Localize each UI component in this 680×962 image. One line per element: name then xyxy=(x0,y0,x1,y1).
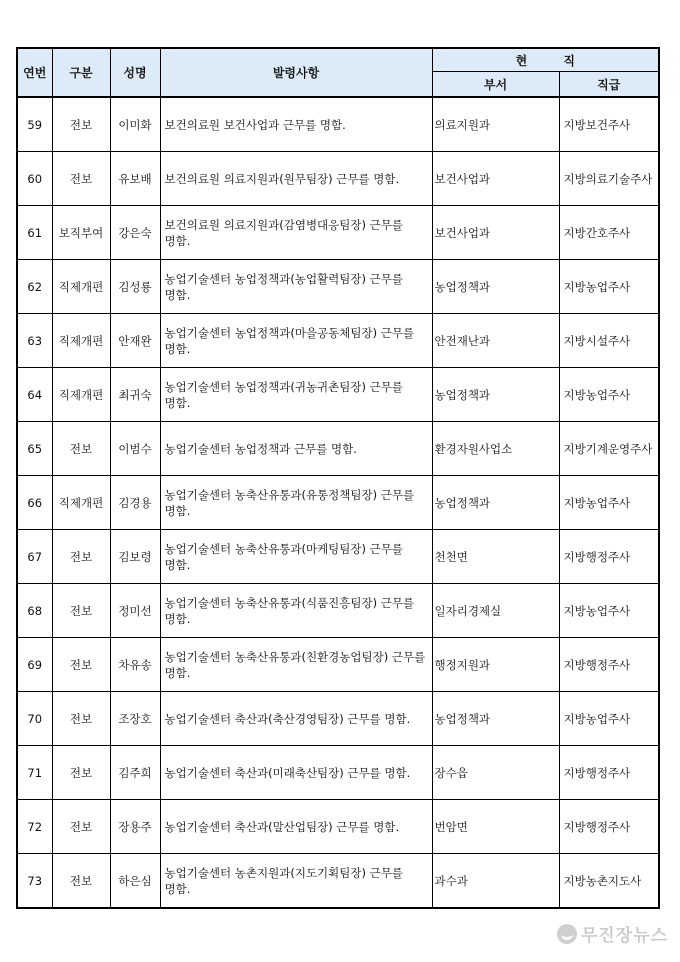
cell-order-note: 농업기술센터 농축산유통과(식품진흥팀장) 근무를 명함. xyxy=(160,584,432,638)
cell-name: 강은숙 xyxy=(110,206,160,260)
cell-dept: 안전재난과 xyxy=(432,314,559,368)
cell-rank: 지방행정주사 xyxy=(559,746,659,800)
watermark-text: 무진장뉴스 xyxy=(580,926,668,946)
header-current-position: 현 직 xyxy=(432,48,659,72)
cell-rank: 지방농업주사 xyxy=(559,692,659,746)
cell-type: 전보 xyxy=(52,584,110,638)
cell-rank: 지방농업주사 xyxy=(559,476,659,530)
cell-no: 71 xyxy=(17,746,52,800)
cell-name: 정미선 xyxy=(110,584,160,638)
cell-rank: 지방농업주사 xyxy=(559,368,659,422)
cell-type: 직제개편 xyxy=(52,368,110,422)
cell-no: 59 xyxy=(17,97,52,152)
cell-no: 66 xyxy=(17,476,52,530)
cell-dept: 농업정책과 xyxy=(432,260,559,314)
news-watermark xyxy=(557,921,668,946)
cell-no: 63 xyxy=(17,314,52,368)
cell-dept: 과수과 xyxy=(432,854,559,909)
table-row xyxy=(17,746,659,800)
table-row xyxy=(17,314,659,368)
cell-order-note: 농업기술센터 농업정책과(마을공동체팀장) 근무를 명함. xyxy=(160,314,432,368)
table-row xyxy=(17,152,659,206)
cell-order-note: 보건의료원 의료지원과(원무팀장) 근무를 명함. xyxy=(160,152,432,206)
table-row xyxy=(17,476,659,530)
personnel-order-table xyxy=(16,47,660,909)
cell-no: 69 xyxy=(17,638,52,692)
cell-name: 김성룡 xyxy=(110,260,160,314)
table-row xyxy=(17,260,659,314)
cell-order-note: 농업기술센터 농업정책과(농업활력팀장) 근무를 명함. xyxy=(160,260,432,314)
cell-dept: 장수읍 xyxy=(432,746,559,800)
table-row xyxy=(17,854,659,909)
header-no: 연번 xyxy=(17,48,52,97)
cell-type: 전보 xyxy=(52,692,110,746)
cell-type: 전보 xyxy=(52,854,110,909)
cell-dept: 농업정책과 xyxy=(432,692,559,746)
cell-type: 전보 xyxy=(52,152,110,206)
cell-order-note: 농업기술센터 농축산유통과(유통정책팀장) 근무를 명함. xyxy=(160,476,432,530)
cell-rank: 지방행정주사 xyxy=(559,800,659,854)
cell-order-note: 보건의료원 보건사업과 근무를 명함. xyxy=(160,97,432,152)
cell-type: 전보 xyxy=(52,530,110,584)
header-name: 성명 xyxy=(110,48,160,97)
cell-name: 하은심 xyxy=(110,854,160,909)
cell-rank: 지방의료기술주사 xyxy=(559,152,659,206)
cell-name: 안재완 xyxy=(110,314,160,368)
cell-rank: 지방농업주사 xyxy=(559,260,659,314)
cell-no: 60 xyxy=(17,152,52,206)
cell-name: 유보배 xyxy=(110,152,160,206)
cell-rank: 지방간호주사 xyxy=(559,206,659,260)
table-row xyxy=(17,530,659,584)
cell-name: 이범수 xyxy=(110,422,160,476)
cell-order-note: 농업기술센터 농축산유통과(친환경농업팀장) 근무를 명함. xyxy=(160,638,432,692)
cell-type: 전보 xyxy=(52,97,110,152)
header-note: 발령사항 xyxy=(160,48,432,97)
cell-order-note: 농업기술센터 축산과(말산업팀장) 근무를 명함. xyxy=(160,800,432,854)
cell-type: 보직부여 xyxy=(52,206,110,260)
cell-order-note: 농업기술센터 농업정책과(귀농귀촌팀장) 근무를 명함. xyxy=(160,368,432,422)
cell-rank: 지방농업주사 xyxy=(559,584,659,638)
cell-name: 차유송 xyxy=(110,638,160,692)
cell-type: 전보 xyxy=(52,800,110,854)
cell-no: 72 xyxy=(17,800,52,854)
cell-rank: 지방행정주사 xyxy=(559,638,659,692)
cell-type: 전보 xyxy=(52,638,110,692)
personnel-order-sheet xyxy=(16,47,658,909)
table-row xyxy=(17,422,659,476)
cell-dept: 행정지원과 xyxy=(432,638,559,692)
cell-type: 직제개편 xyxy=(52,476,110,530)
cell-no: 70 xyxy=(17,692,52,746)
cell-rank: 지방농촌지도사 xyxy=(559,854,659,909)
cell-name: 조장호 xyxy=(110,692,160,746)
table-row xyxy=(17,368,659,422)
cell-order-note: 농업기술센터 축산과(미래축산팀장) 근무를 명함. xyxy=(160,746,432,800)
header-type: 구분 xyxy=(52,48,110,97)
table-header xyxy=(17,48,659,97)
cell-no: 61 xyxy=(17,206,52,260)
cell-order-note: 보건의료원 의료지원과(감염병대응팀장) 근무를 명함. xyxy=(160,206,432,260)
cell-name: 최귀숙 xyxy=(110,368,160,422)
cell-no: 68 xyxy=(17,584,52,638)
table-body xyxy=(17,97,659,908)
cell-dept: 농업정책과 xyxy=(432,476,559,530)
cell-dept: 일자리경제실 xyxy=(432,584,559,638)
table-row xyxy=(17,692,659,746)
table-row xyxy=(17,800,659,854)
cell-name: 김주희 xyxy=(110,746,160,800)
cell-order-note: 농업기술센터 농촌지원과(지도기획팀장) 근무를 명함. xyxy=(160,854,432,909)
cell-dept: 의료지원과 xyxy=(432,97,559,152)
cell-order-note: 농업기술센터 축산과(축산경영팀장) 근무를 명함. xyxy=(160,692,432,746)
table-row xyxy=(17,584,659,638)
cell-dept: 천천면 xyxy=(432,530,559,584)
cell-no: 65 xyxy=(17,422,52,476)
table-row xyxy=(17,206,659,260)
cell-rank: 지방기계운영주사 xyxy=(559,422,659,476)
cell-no: 64 xyxy=(17,368,52,422)
cell-order-note: 농업기술센터 농축산유통과(마케팅팀장) 근무를 명함. xyxy=(160,530,432,584)
header-rank: 직급 xyxy=(559,72,659,98)
cell-dept: 환경자원사업소 xyxy=(432,422,559,476)
cell-dept: 농업정책과 xyxy=(432,368,559,422)
cell-no: 73 xyxy=(17,854,52,909)
cell-rank: 지방행정주사 xyxy=(559,530,659,584)
cell-type: 직제개편 xyxy=(52,260,110,314)
cell-no: 67 xyxy=(17,530,52,584)
cell-dept: 보건사업과 xyxy=(432,206,559,260)
cell-dept: 번암면 xyxy=(432,800,559,854)
cell-order-note: 농업기술센터 농업정책과 근무를 명함. xyxy=(160,422,432,476)
cell-name: 장용주 xyxy=(110,800,160,854)
cell-name: 김보령 xyxy=(110,530,160,584)
cell-type: 전보 xyxy=(52,422,110,476)
cell-type: 직제개편 xyxy=(52,314,110,368)
cell-dept: 보건사업과 xyxy=(432,152,559,206)
cell-rank: 지방시설주사 xyxy=(559,314,659,368)
news-logo-icon xyxy=(557,924,577,944)
cell-name: 이미화 xyxy=(110,97,160,152)
cell-type: 전보 xyxy=(52,746,110,800)
table-row xyxy=(17,638,659,692)
cell-no: 62 xyxy=(17,260,52,314)
cell-rank: 지방보건주사 xyxy=(559,97,659,152)
table-row xyxy=(17,97,659,152)
header-dept: 부서 xyxy=(432,72,559,98)
cell-name: 김경용 xyxy=(110,476,160,530)
